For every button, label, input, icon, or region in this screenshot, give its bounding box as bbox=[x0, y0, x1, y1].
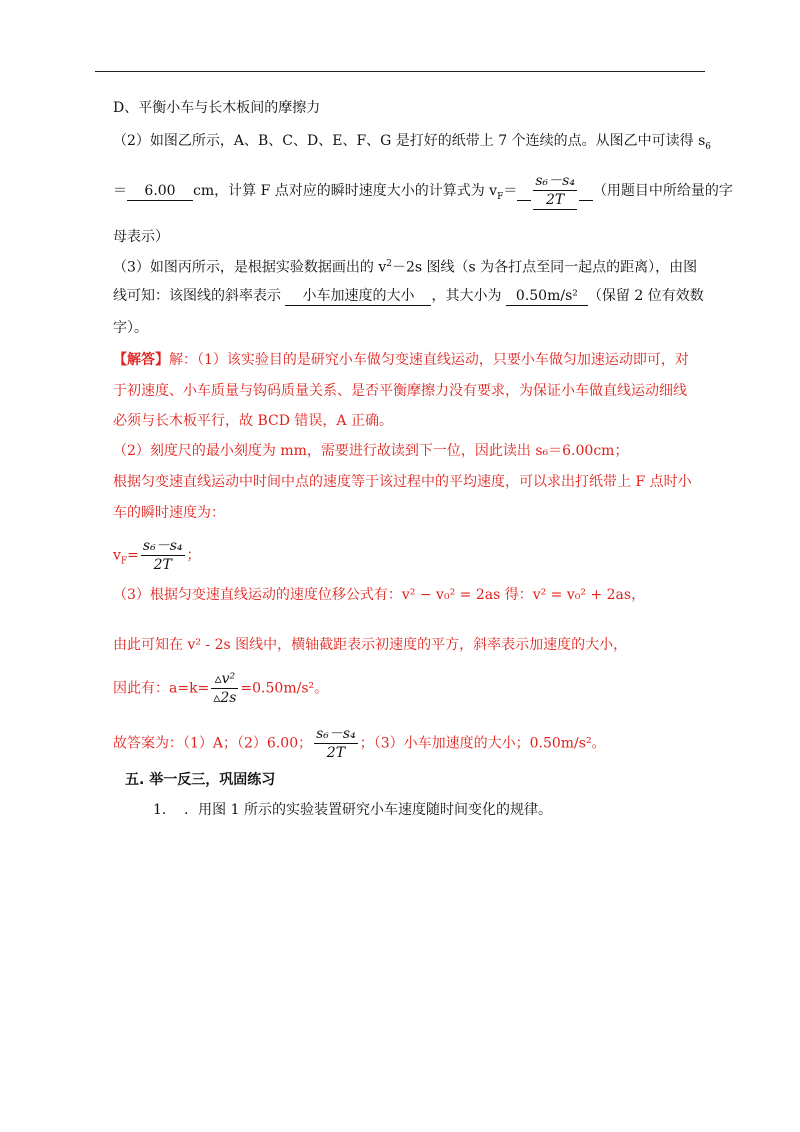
vf-denominator: 2T bbox=[546, 192, 565, 208]
header-rule bbox=[95, 71, 705, 72]
item-text: ．用图 1 所示的实验装置研究小车速度随时间变化的规律。 bbox=[184, 802, 552, 818]
answer-p1-l3: 必须与长木板平行，故 BCD 错误，A 正确。 bbox=[113, 413, 393, 429]
final-text-a: 故答案为：（1）A；（2）6.00； bbox=[113, 735, 313, 752]
q3-line-2 bbox=[113, 286, 704, 306]
answer-p1-text: 解：（1）该实验目的是研究小车做匀变速直线运动，只要小车做匀加速运动即可，对 bbox=[169, 352, 689, 368]
answer-final bbox=[113, 725, 606, 762]
q2-mid-text: cm，计算 F 点对应的瞬时速度大小的计算式为 v bbox=[193, 183, 498, 199]
vf-label-sub: F bbox=[120, 556, 128, 567]
final-den: 2T bbox=[326, 745, 346, 761]
vf-eq: ＝ bbox=[503, 183, 518, 199]
p5-text-b: =0.50m/s²。 bbox=[240, 680, 329, 697]
answer-tag: 【解答】 bbox=[113, 352, 169, 368]
answer-p2-l2: 根据匀变速直线运动中时间中点的速度等于该过程中的平均速度，可以求出打纸带上 F 点时小 bbox=[113, 474, 692, 490]
answer-p4: 由此可知在 v² - 2s 图线中，横轴截距表示初速度的平方，斜率表示加速度的大小， bbox=[113, 637, 628, 653]
vf-fraction bbox=[533, 172, 577, 210]
answer-vf-den: 2T bbox=[153, 557, 172, 573]
answer-vf-formula bbox=[113, 537, 201, 574]
q3-text-b: －2s 图线（s 为各打点至同一起点的距离），由图 bbox=[392, 259, 698, 276]
final-text-b: ；（3）小车加速度的大小；0.50m/s²。 bbox=[359, 735, 606, 752]
answer-blank-accel: 0.50m/s² bbox=[506, 287, 588, 306]
eq-sign: ＝ bbox=[113, 183, 127, 199]
final-num: s₆－s₄ bbox=[316, 726, 356, 742]
answer-p1-l2: 于初速度、小车质量与钩码质量关系、是否平衡摩擦力没有要求，为保证小车做直线运动细线 bbox=[113, 383, 687, 399]
q2-text: （2）如图乙所示，A、B、C、D、E、F、G 是打好的纸带上 7 个连续的点。从图乙中可读得 s bbox=[113, 133, 706, 149]
s6-sub: 6 bbox=[705, 141, 711, 152]
option-d: D、平衡小车与长木板间的摩擦力 bbox=[113, 100, 321, 116]
vf-label: v bbox=[113, 547, 121, 564]
final-fraction bbox=[314, 725, 358, 762]
blank-pad-left bbox=[517, 182, 531, 201]
answer-p3: （3）根据匀变速直线运动的速度位移公式有：v² − v₀² = 2as 得：v² = v₀² + 2as， bbox=[113, 587, 646, 603]
q3-line-3: 字）。 bbox=[113, 320, 148, 336]
q2-line-1 bbox=[113, 131, 711, 157]
p5-text-a: 因此有：a=k= bbox=[113, 680, 210, 697]
q2-line-3: 母表示） bbox=[113, 229, 169, 245]
q3-text-d: ，其大小为 bbox=[431, 288, 502, 304]
answer-p1-l1 bbox=[113, 350, 689, 370]
q3-text-c: 线可知：该图线的斜率表示 bbox=[113, 288, 281, 304]
accel-fraction bbox=[211, 670, 238, 707]
q3-text-e: （保留 2 位有效数 bbox=[587, 288, 704, 304]
accel-den: ▵2s bbox=[213, 690, 237, 706]
q3-text-a: （3）如图丙所示，是根据实验数据画出的 v bbox=[113, 259, 387, 276]
v-squared-sup: 2 bbox=[386, 259, 392, 269]
item-number: 1. bbox=[153, 802, 167, 818]
exercise-item-1 bbox=[153, 800, 552, 820]
answer-blank-s6: 6.00 bbox=[127, 182, 193, 201]
answer-vf-num: s₆－s₄ bbox=[142, 538, 183, 554]
vf-end: ； bbox=[186, 547, 201, 564]
section-heading: 五. 举一反三，巩固练习 bbox=[125, 772, 276, 788]
answer-p2-l1: （2）刻度尺的最小刻度为 mm，需要进行故读到下一位，因此读出 s₆＝6.00cm； bbox=[113, 443, 629, 459]
answer-blank-slope: 小车加速度的大小 bbox=[285, 287, 431, 306]
answer-p5 bbox=[113, 670, 328, 707]
vf-eq-sign: = bbox=[127, 547, 139, 564]
q3-line-1 bbox=[113, 254, 697, 278]
answer-vf-fraction bbox=[141, 537, 185, 574]
answer-p2-l3: 车的瞬时速度为： bbox=[113, 505, 225, 521]
vf-numerator: s₆－s₄ bbox=[535, 173, 575, 189]
q2-tail: （用题目中所给量的字 bbox=[592, 183, 733, 199]
q2-line-2 bbox=[113, 172, 733, 210]
vf-sub: F bbox=[497, 191, 504, 202]
blank-pad-right bbox=[579, 182, 593, 201]
accel-num: ▵v² bbox=[211, 670, 238, 689]
